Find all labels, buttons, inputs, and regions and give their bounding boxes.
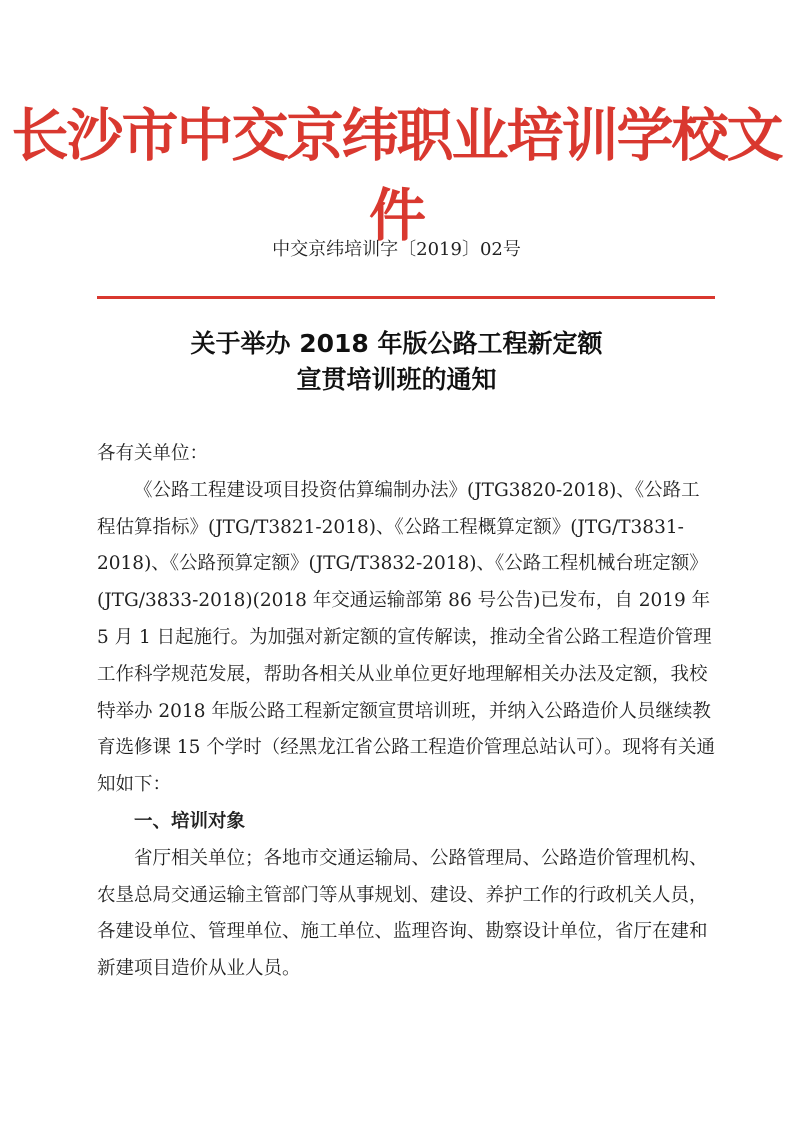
intro-paragraph: 《公路工程建设项目投资估算编制办法》(JTG3820-2018)、《公路工程估算指标》(JTG/T3821-2018)、《公路工程概算定额》(JTG/T3831-2018)、《公路预算定额》(JTG/T3832-2018)、《公路工程机械台班定额》(JTG/3833-2018)(2018 年交通运输部第 86 号公告)已发布，自 2019 年 5 月 1 日起施行。为加强对新定额的宣传解读，推动全省公路工程造价管理工作科学规范发展，帮助各相关从业单位更好地理解相关办法及定额，我校特举办 2018 年版公路工程新定额宣贯培训班，并纳入公路造价人员继续教育选修课 15 个学时（经黑龙江省公路工程造价管理总站认可）。现将有关通知如下： xyxy=(97,479,716,796)
section-heading-training-target: 一、培训对象 xyxy=(134,810,246,832)
notice-title-line1: 关于举办 2018 年版公路工程新定额 xyxy=(190,329,603,358)
notice-body xyxy=(97,436,717,988)
notice-title-line2: 宣贯培训班的通知 xyxy=(296,365,497,394)
notice-title xyxy=(0,326,793,398)
salutation: 各有关单位： xyxy=(97,443,209,464)
school-header-title: 长沙市中交京纬职业培训学校文件 xyxy=(11,103,782,249)
header-red-divider xyxy=(97,296,715,299)
section-paragraph-training-target: 省厅相关单位；各地市交通运输局、公路管理局、公路造价管理机构、农垦总局交通运输主管部门等从事规划、建设、养护工作的行政机关人员，各建设单位、管理单位、施工单位、监理咨询、勘察设计单位，省厅在建和新建项目造价从业人员。 xyxy=(97,847,708,980)
document-number: 中交京纬培训字〔2019〕02号 xyxy=(272,239,521,260)
